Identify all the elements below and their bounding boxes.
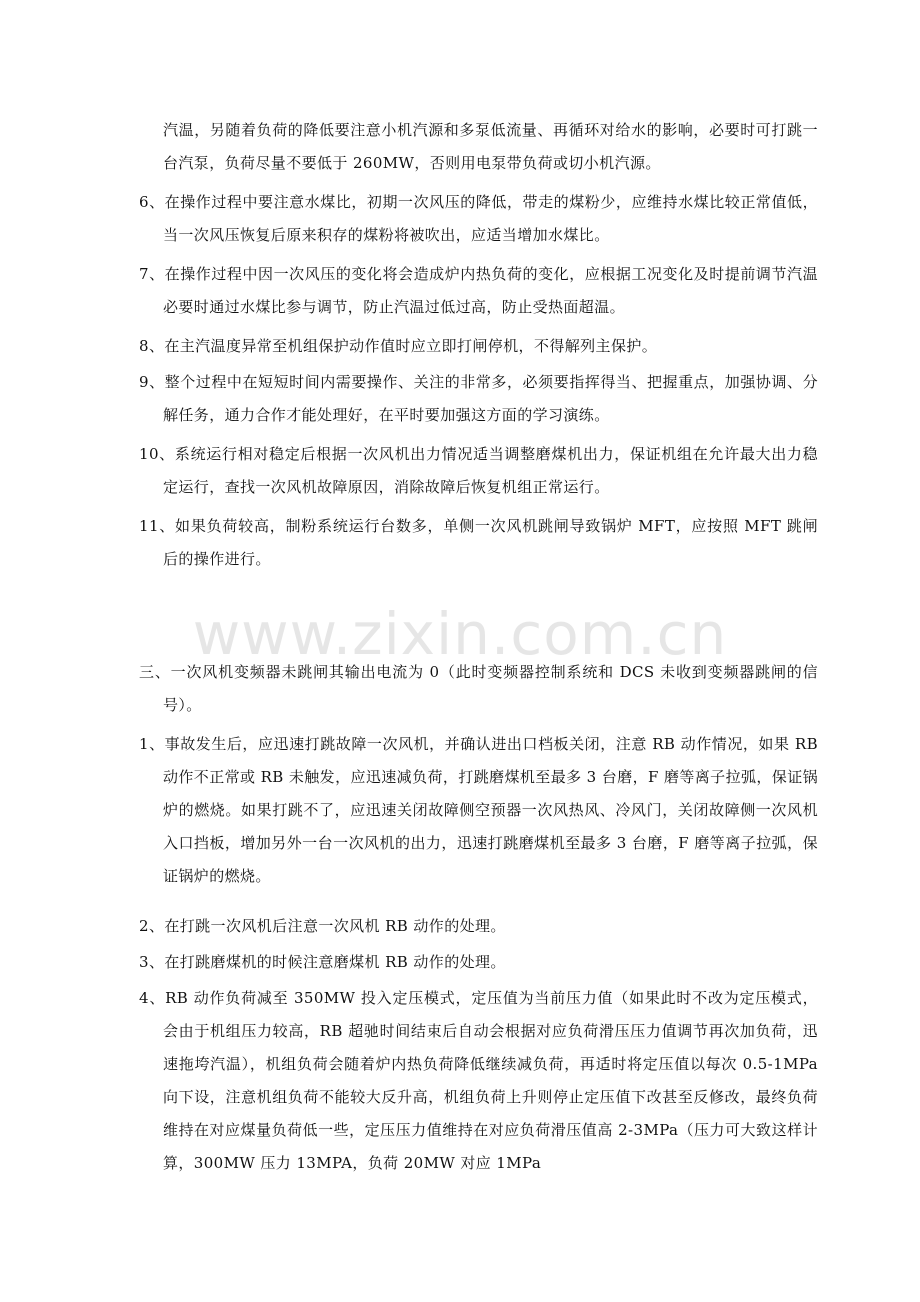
paragraph-item-10: 10、系统运行相对稳定后根据一次风机出力情况适当调整磨煤机出力，保证机组在允许最大出力稳定运行，查找一次风机故障原因，消除故障后恢复机组正常运行。 (139, 445, 818, 496)
paragraph-item-11: 11、如果负荷较高，制粉系统运行台数多，单侧一次风机跳闸导致锅炉 MFT，应按照 MFT 跳闸后的操作进行。 (139, 517, 818, 568)
section-heading-3: 三、一次风机变频器未跳闸其输出电流为 0（此时变频器控制系统和 DCS 未收到变频器跳闸的信号）。 (139, 663, 818, 714)
paragraph-s3-item-3: 3、在打跳磨煤机的时候注意磨煤机 RB 动作的处理。 (139, 953, 506, 971)
paragraph-item-8: 8、在主汽温度异常至机组保护动作值时应立即打闸停机，不得解列主保护。 (139, 337, 658, 355)
paragraph-s3-item-4: 4、RB 动作负荷减至 350MW 投入定压模式，定压值为当前压力值（如果此时不改为定压模式，会由于机组压力较高，RB 超驰时间结束后自动会根据对应负荷滑压压力值调节再次加负荷，迅速拖垮汽温），机组负荷会随着炉内热负荷降低继续减负荷，再适时将定压值以每次 0.5-1MPa 向下设，注意机组负荷不能较大反升高，机组负荷上升则停止定压值下改甚至反修改，最终负荷维持在对应煤量负荷低一些，定压压力值维持在对应负荷滑压值高 2-3MPa（压力可大致这样计算，300MW 压力 13MPA，负荷 20MW 对应 1MPa (139, 989, 818, 1172)
paragraph-item-9: 9、整个过程中在短短时间内需要操作、关注的非常多，必须要指挥得当、把握重点，加强协调、分解任务，通力合作才能处理好，在平时要加强这方面的学习演练。 (139, 373, 818, 424)
paragraph-item-7: 7、在操作过程中因一次风压的变化将会造成炉内热负荷的变化，应根据工况变化及时提前调节汽温必要时通过水煤比参与调节，防止汽温过低过高，防止受热面超温。 (139, 265, 818, 316)
paragraph-s3-item-1: 1、事故发生后，应迅速打跳故障一次风机，并确认进出口档板关闭，注意 RB 动作情况，如果 RB 动作不正常或 RB 未触发，应迅速减负荷，打跳磨煤机至最多 3 台磨，F 磨等离子拉弧，保证锅炉的燃烧。如果打跳不了，应迅速关闭故障侧空预器一次风热风、冷风门，关闭故障侧一次风机入口挡板，增加另外一台一次风机的出力，迅速打跳磨煤机至最多 3 台磨，F 磨等离子拉弧，保证锅炉的燃烧。 (139, 735, 818, 885)
paragraph-continuation-item-5: 汽温，另随着负荷的降低要注意小机汽源和多泵低流量、再循环对给水的影响，必要时可打跳一台汽泵，负荷尽量不要低于 260MW，否则用电泵带负荷或切小机汽源。 (163, 121, 818, 172)
paragraph-s3-item-2: 2、在打跳一次风机后注意一次风机 RB 动作的处理。 (139, 917, 506, 935)
paragraph-item-6: 6、在操作过程中要注意水煤比，初期一次风压的降低，带走的煤粉少，应维持水煤比较正常值低，当一次风压恢复后原来积存的煤粉将被吹出，应适当增加水煤比。 (139, 193, 818, 244)
watermark: www.zixin.com.cn (192, 600, 728, 668)
